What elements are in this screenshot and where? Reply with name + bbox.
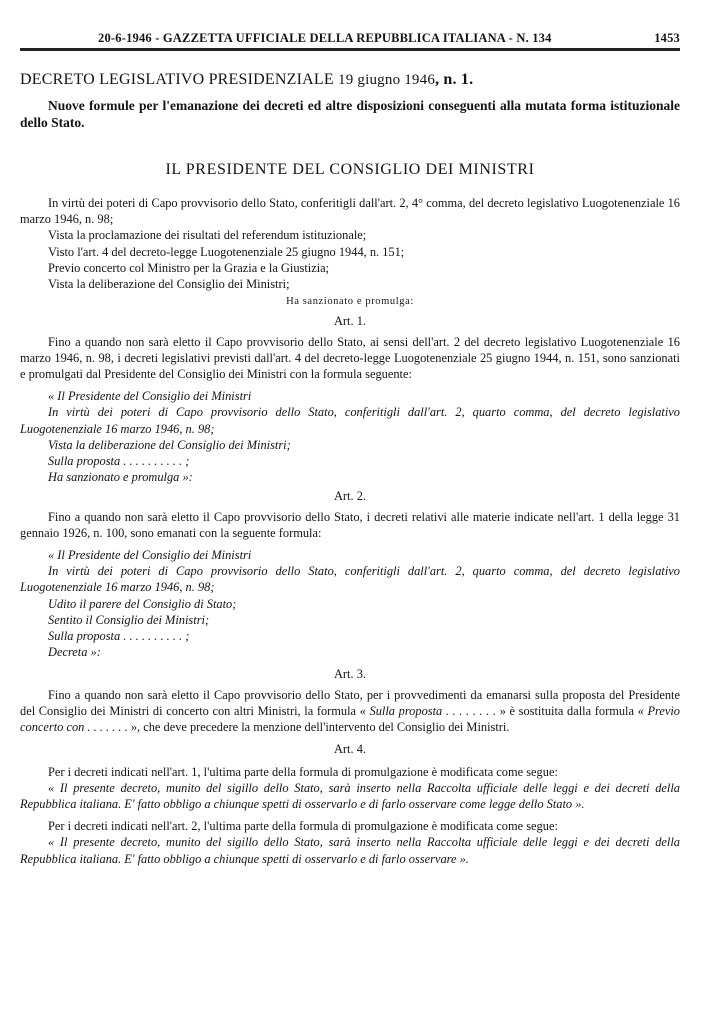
article-text [20, 687, 680, 736]
formula-line: Ha sanzionato e promulga »: [48, 470, 193, 485]
quoted-formula: Previo concerto con . . . . . . . [20, 703, 681, 735]
decree-date: 19 giugno 1946 [338, 72, 436, 88]
formula-line: « Il Presidente del Consiglio dei Ministri [48, 548, 252, 563]
running-header [20, 28, 680, 46]
decree-body [20, 195, 680, 867]
article-heading: Art. 2. [333, 489, 366, 504]
article-text: Per i decreti indicati nell'art. 1, l'ultima parte della formula di promulgazione è modificata come segue: [48, 764, 558, 779]
article-text-part: » è sostituita dalla formula « [496, 703, 648, 718]
article-text-part: Fino a quando non sarà eletto il Capo provvisorio dello Stato, per i provvedimenti da emanarsi sulla proposta del Presidente del Consiglio dei Ministri di concerto con altri Ministri, la formula « [20, 687, 680, 718]
header-rule [20, 48, 680, 51]
formula-line: Sentito il Consiglio dei Ministri; [48, 612, 210, 627]
decree-title-prefix: DECRETO LEGISLATIVO PRESIDENZIALE [20, 71, 334, 88]
formula-line: Sulla proposta . . . . . . . . . . ; [48, 454, 190, 469]
article-text: Per i decreti indicati nell'art. 2, l'ultima parte della formula di promulgazione è modificata come segue: [48, 819, 558, 834]
formula-line: Udito il parere del Consiglio di Stato; [48, 596, 237, 611]
article-text: Fino a quando non sarà eletto il Capo provvisorio dello Stato, i decreti relativi alle materie indicate nell'art. 1 della legge 31 gennaio 1926, n. 100, sono emanati con la seguente formula: [20, 509, 680, 540]
sanction-formula: Ha sanzionato e promulga: [286, 296, 414, 308]
decree-title [20, 71, 680, 89]
decree-subject: Nuove formule per l'emanazione dei decreti ed altre disposizioni conseguenti alla mutata forma istituzionale dello Stato. [20, 98, 680, 130]
formula-line: Decreta »: [48, 645, 101, 660]
quoted-formula: Sulla proposta . . . . . . . . [369, 703, 497, 718]
article-heading: Art. 3. [333, 667, 366, 682]
formula-quote: « Il presente decreto, munito del sigillo dello Stato, sarà inserto nella Raccolta ufficiale delle leggi e dei decreti della Repubblica italiana. E' fatto obbligo a chiunque spetti di osservarlo e di farlo osservare come legge dello Stato ». [20, 780, 680, 811]
preamble-line: Visto l'art. 4 del decreto-legge Luogotenenziale 25 giugno 1944, n. 151; [48, 244, 405, 259]
preamble-line: Vista la proclamazione dei risultati del referendum istituzionale; [48, 228, 367, 243]
article-text-part: », che deve precedere la menzione dell'intervento del Consiglio dei Ministri. [127, 720, 510, 735]
formula-line: In virtù dei poteri di Capo provvisorio dello Stato, conferitigli dall'art. 2, quarto comma, del decreto legislativo Luogotenenziale 16 marzo 1946, n. 98; [20, 405, 680, 436]
formula-line: In virtù dei poteri di Capo provvisorio dello Stato, conferitigli dall'art. 2, quarto comma, del decreto legislativo Luogotenenziale 16 marzo 1946, n. 98; [20, 564, 680, 595]
article-heading: Art. 1. [333, 314, 366, 329]
preamble-line: Vista la deliberazione del Consiglio dei Ministri; [48, 277, 290, 292]
formula-line: Sulla proposta . . . . . . . . . . ; [48, 629, 190, 644]
article-text: Fino a quando non sarà eletto il Capo provvisorio dello Stato, ai sensi dell'art. 2 del decreto legislativo Luogotenenziale 16 marzo 1946, n. 98, i decreti legislativi previsti dall'art. 4 del decreto-legge Luogotenenziale 25 giugno 1944, n. 151, sono sanzionati e promulgati dal Presidente del Consiglio dei Ministri con la formula seguente: [20, 334, 680, 382]
decree-number: , n. 1. [435, 71, 474, 88]
page-number: 1453 [654, 31, 680, 45]
preamble-line: Previo concerto col Ministro per la Grazia e la Giustizia; [48, 260, 330, 275]
article-heading: Art. 4. [333, 742, 366, 757]
running-title: 20-6-1946 - GAZZETTA UFFICIALE DELLA REPUBBLICA ITALIANA - N. 134 [98, 31, 552, 45]
gazette-page [20, 28, 680, 867]
formula-quote: « Il presente decreto, munito del sigillo dello Stato, sarà inserto nella Raccolta ufficiale delle leggi e dei decreti della Repubblica italiana. E' fatto obbligo a chiunque spetti di osservarlo e di farlo osservare ». [20, 835, 680, 866]
issuing-authority: IL PRESIDENTE DEL CONSIGLIO DEI MINISTRI [165, 161, 535, 178]
formula-line: « Il Presidente del Consiglio dei Ministri [48, 389, 252, 404]
formula-line: Vista la deliberazione del Consiglio dei Ministri; [48, 437, 291, 452]
preamble-paragraph: In virtù dei poteri di Capo provvisorio dello Stato, conferitigli dall'art. 2, 4° comma, del decreto legislativo Luogotenenziale 16 marzo 1946, n. 98; [20, 196, 680, 227]
